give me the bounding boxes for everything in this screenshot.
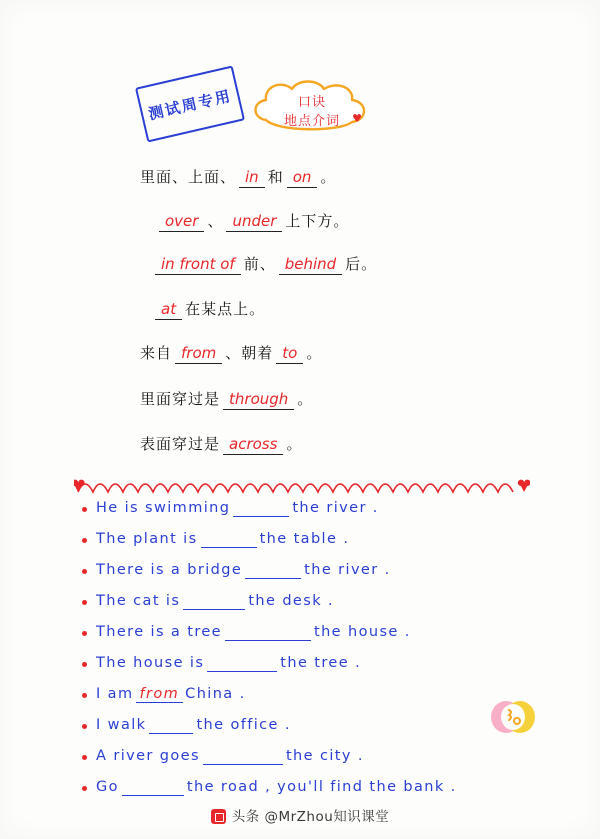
bullet-icon xyxy=(82,569,87,574)
rhyme-line-7 xyxy=(140,433,480,455)
cloud-title-line1: 口诀 xyxy=(297,95,326,110)
sentence-text: the table . xyxy=(259,531,350,547)
cloud-title-line2: 地点介词 xyxy=(283,114,340,129)
list-item xyxy=(96,531,536,562)
sentence-text: The cat is xyxy=(96,593,181,609)
bullet-icon xyxy=(82,693,87,698)
toutiao-logo-icon xyxy=(211,809,226,824)
rhyme-text: 前、 xyxy=(243,255,276,273)
list-item xyxy=(96,717,536,748)
sentence-text: the river . xyxy=(304,562,391,578)
footer-text: 头条 @MrZhou知识课堂 xyxy=(231,809,390,825)
exercise-list xyxy=(96,500,536,810)
rhyme-answer: to xyxy=(276,345,303,364)
rhyme-answer: on xyxy=(287,169,318,188)
rhyme-answer: behind xyxy=(279,256,342,275)
bullet-icon xyxy=(82,600,87,605)
wavy-divider xyxy=(74,474,530,498)
list-item xyxy=(96,500,536,531)
rhyme-answer: under xyxy=(226,213,282,232)
rhyme-answer: over xyxy=(159,213,204,232)
list-item xyxy=(96,593,536,624)
rhyme-line-1 xyxy=(140,166,480,188)
sentence-text: The house is xyxy=(96,655,205,671)
sentence-text: A river goes xyxy=(96,748,200,764)
rhyme-text: 在某点上。 xyxy=(185,300,266,318)
bullet-icon xyxy=(82,662,87,667)
list-item xyxy=(96,624,536,655)
rhyme-answer: in front of xyxy=(155,256,241,275)
sentence-text: Go xyxy=(96,779,119,795)
rhyme-text: 里面穿过是 xyxy=(140,390,221,408)
bullet-icon xyxy=(82,755,87,760)
test-week-stamp xyxy=(135,65,245,142)
sentence-text: the desk . xyxy=(248,593,335,609)
rhyme-answer: across xyxy=(223,436,283,455)
rhyme-text: 、朝着 xyxy=(225,344,274,362)
rhyme-text: 来自 xyxy=(140,344,173,362)
answer-blank[interactable] xyxy=(122,779,184,796)
bullet-icon xyxy=(82,538,87,543)
sentence-text: He is swimming xyxy=(96,500,231,516)
bullet-icon xyxy=(82,786,87,791)
answer-blank[interactable] xyxy=(225,624,311,641)
bullet-icon xyxy=(82,507,87,512)
cloud-title xyxy=(248,78,376,138)
rhyme-text: 后。 xyxy=(345,255,378,273)
rhyme-text: 表面穿过是 xyxy=(140,435,221,453)
sentence-text: There is a bridge xyxy=(96,562,243,578)
rhyme-line-3 xyxy=(152,253,492,275)
rhyme-answer: from xyxy=(175,345,222,364)
rhyme-text: 和 xyxy=(267,168,284,186)
wavy-divider-icon xyxy=(74,474,530,498)
list-item xyxy=(96,655,536,686)
rhyme-text: 上下方。 xyxy=(285,212,350,230)
rhyme-text: 。 xyxy=(306,344,323,362)
sentence-text: the office . xyxy=(196,717,291,733)
sentence-text: The plant is xyxy=(96,531,198,547)
answer-blank[interactable] xyxy=(233,500,289,517)
bullet-icon xyxy=(82,724,87,729)
answer-blank[interactable] xyxy=(203,748,283,765)
answer-blank[interactable] xyxy=(149,717,193,734)
bullet-icon xyxy=(82,631,87,636)
answer-blank[interactable] xyxy=(207,655,277,672)
rhyme-line-6 xyxy=(140,388,480,410)
rhyme-line-2 xyxy=(156,210,496,232)
answer-blank[interactable] xyxy=(183,593,245,610)
sentence-text: the river . xyxy=(292,500,379,516)
sentence-text: the city . xyxy=(285,748,364,764)
sentence-text: There is a tree xyxy=(96,624,222,640)
rhyme-text: 。 xyxy=(286,435,303,453)
smiley-sticker-icon xyxy=(490,697,536,737)
rhyme-answer: through xyxy=(223,391,294,410)
list-item xyxy=(96,562,536,593)
sentence-text: the tree . xyxy=(280,655,362,671)
rhyme-answer: in xyxy=(239,169,265,188)
rhyme-answer: at xyxy=(155,301,182,320)
list-item xyxy=(96,686,536,717)
sentence-text: I walk xyxy=(96,717,147,733)
stamp-text: 测试周专用 xyxy=(146,86,234,123)
answer-filled[interactable]: from xyxy=(136,686,184,703)
rhyme-line-4 xyxy=(152,298,492,320)
rhyme-text: 、 xyxy=(207,212,224,230)
list-item xyxy=(96,748,536,779)
footer-watermark xyxy=(0,805,600,825)
answer-blank[interactable] xyxy=(201,531,257,548)
rhyme-text: 。 xyxy=(320,168,337,186)
sentence-text: the house . xyxy=(314,624,411,640)
sticker-shape-icon xyxy=(490,697,536,737)
sentence-text: China . xyxy=(185,686,246,702)
sentence-text: the road , you'll find the bank . xyxy=(186,779,457,795)
rhyme-text: 里面、上面、 xyxy=(140,168,237,186)
rhyme-line-5 xyxy=(140,342,480,364)
heart-icon: ♥ xyxy=(352,112,362,125)
answer-blank[interactable] xyxy=(245,562,301,579)
rhyme-text: 。 xyxy=(297,390,314,408)
sentence-text: I am xyxy=(96,686,134,702)
